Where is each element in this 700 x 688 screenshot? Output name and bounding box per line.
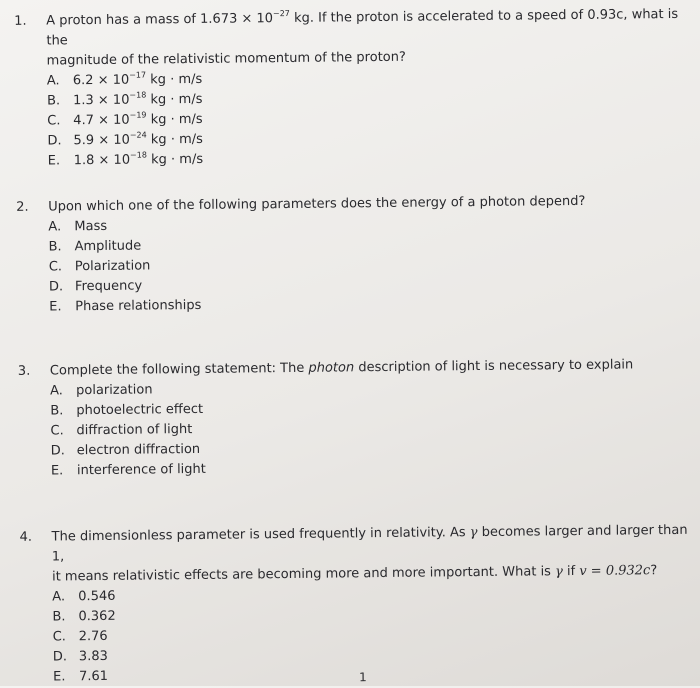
option-label: D. (50, 443, 65, 459)
question-text-part: it means relativistic effects are becoming more and more important. What is (51, 564, 556, 585)
option-text: 7.61 (79, 668, 109, 685)
option-unit: kg · m/s (146, 111, 203, 128)
option-label: B. (46, 93, 61, 109)
exponent: −24 (129, 130, 147, 140)
option-base: 1.8 × 10 (73, 152, 131, 169)
option-text: 3.83 (78, 648, 108, 665)
question-number: 2. (16, 199, 29, 215)
question-text-part: becomes larger and larger than 1, (51, 522, 688, 565)
question-number: 3. (17, 363, 31, 379)
exponent: −18 (129, 150, 147, 160)
question-1 (14, 5, 688, 172)
option-label: E. (49, 299, 62, 315)
option-text (73, 90, 203, 111)
option-text: polarization (76, 382, 153, 399)
option-unit: kg · m/s (146, 71, 203, 88)
question-text-part: The dimensionless parameter is used frequently in relativity. As (51, 525, 470, 545)
question-emphasis: photon (308, 360, 355, 376)
option-text (74, 150, 204, 171)
option-text: 0.546 (78, 588, 116, 605)
option-label: B. (50, 403, 64, 419)
option-text: Amplitude (74, 238, 142, 255)
exponent: −27 (272, 8, 290, 19)
gamma-symbol: γ (554, 564, 563, 580)
option-label: B. (48, 239, 62, 255)
option-label: A. (46, 73, 60, 89)
answer-options (50, 375, 691, 482)
option-label: D. (52, 649, 68, 665)
question-text (46, 5, 686, 52)
question-number: 1. (14, 13, 27, 29)
option-label: A. (50, 383, 63, 399)
answer-options (48, 211, 689, 318)
option-base: 1.3 × 10 (72, 92, 130, 109)
question-2 (16, 191, 689, 318)
option-text: Polarization (74, 258, 151, 275)
question-3 (18, 355, 691, 482)
question-number: 4. (19, 529, 33, 545)
option-label: A. (48, 219, 62, 235)
question-text: Upon which one of the following parameters does the energy of a photon depend? (48, 193, 586, 215)
option-label: B. (52, 609, 66, 625)
question-text-part: kg. If the proton is accelerated to a speed of 0.93c, what is the (46, 6, 679, 49)
velocity-equation: v = 0.932c (579, 563, 651, 579)
option-text: Mass (74, 218, 108, 235)
option-text (73, 130, 203, 151)
option-text: interference of light (76, 461, 206, 479)
option-label: A. (52, 589, 66, 605)
option-text (73, 110, 203, 131)
option-label: E. (53, 669, 66, 685)
option-base: 4.7 × 10 (73, 112, 130, 129)
question-text-part: if (562, 563, 580, 580)
option-label: C. (52, 629, 66, 645)
question-text-part: A proton has a mass of 1.673 × 10 (46, 11, 274, 29)
option-unit: kg · m/s (146, 91, 203, 108)
option-label: E. (50, 463, 64, 479)
option-text: electron diffraction (76, 441, 201, 459)
question-4 (20, 521, 694, 688)
option-unit: kg · m/s (146, 131, 203, 148)
exponent: −17 (129, 70, 147, 80)
option-label: D. (48, 279, 64, 295)
question-text-part: description of light is necessary to explain (354, 357, 634, 376)
option-text: 2.76 (78, 628, 108, 645)
option-text: Phase relationships (75, 297, 202, 315)
option-text (73, 70, 203, 91)
option-text: 0.362 (78, 608, 116, 625)
gamma-symbol: γ (469, 525, 478, 541)
question-text-continued: magnitude of the relativistic momentum of the proton? (46, 49, 406, 69)
option-text: Frequency (74, 278, 143, 295)
option-text: photoelectric effect (76, 401, 204, 419)
option-base: 6.2 × 10 (72, 72, 130, 89)
option-unit: kg · m/s (146, 151, 204, 168)
option-label: C. (47, 113, 61, 129)
option-label: C. (50, 423, 64, 439)
question-text-part: Complete the following statement: The (49, 360, 309, 379)
question-text (52, 521, 692, 568)
answer-options (47, 65, 688, 172)
exponent: −19 (129, 110, 147, 120)
option-label: E. (47, 153, 61, 169)
question-text-part: ? (650, 563, 658, 579)
option-base: 5.9 × 10 (73, 132, 130, 149)
exponent: −18 (129, 90, 147, 100)
option-label: C. (48, 259, 63, 275)
option-label: D. (47, 133, 62, 149)
answer-options (52, 581, 693, 688)
page-number: 1 (359, 670, 367, 685)
option-text: diffraction of light (76, 422, 193, 439)
